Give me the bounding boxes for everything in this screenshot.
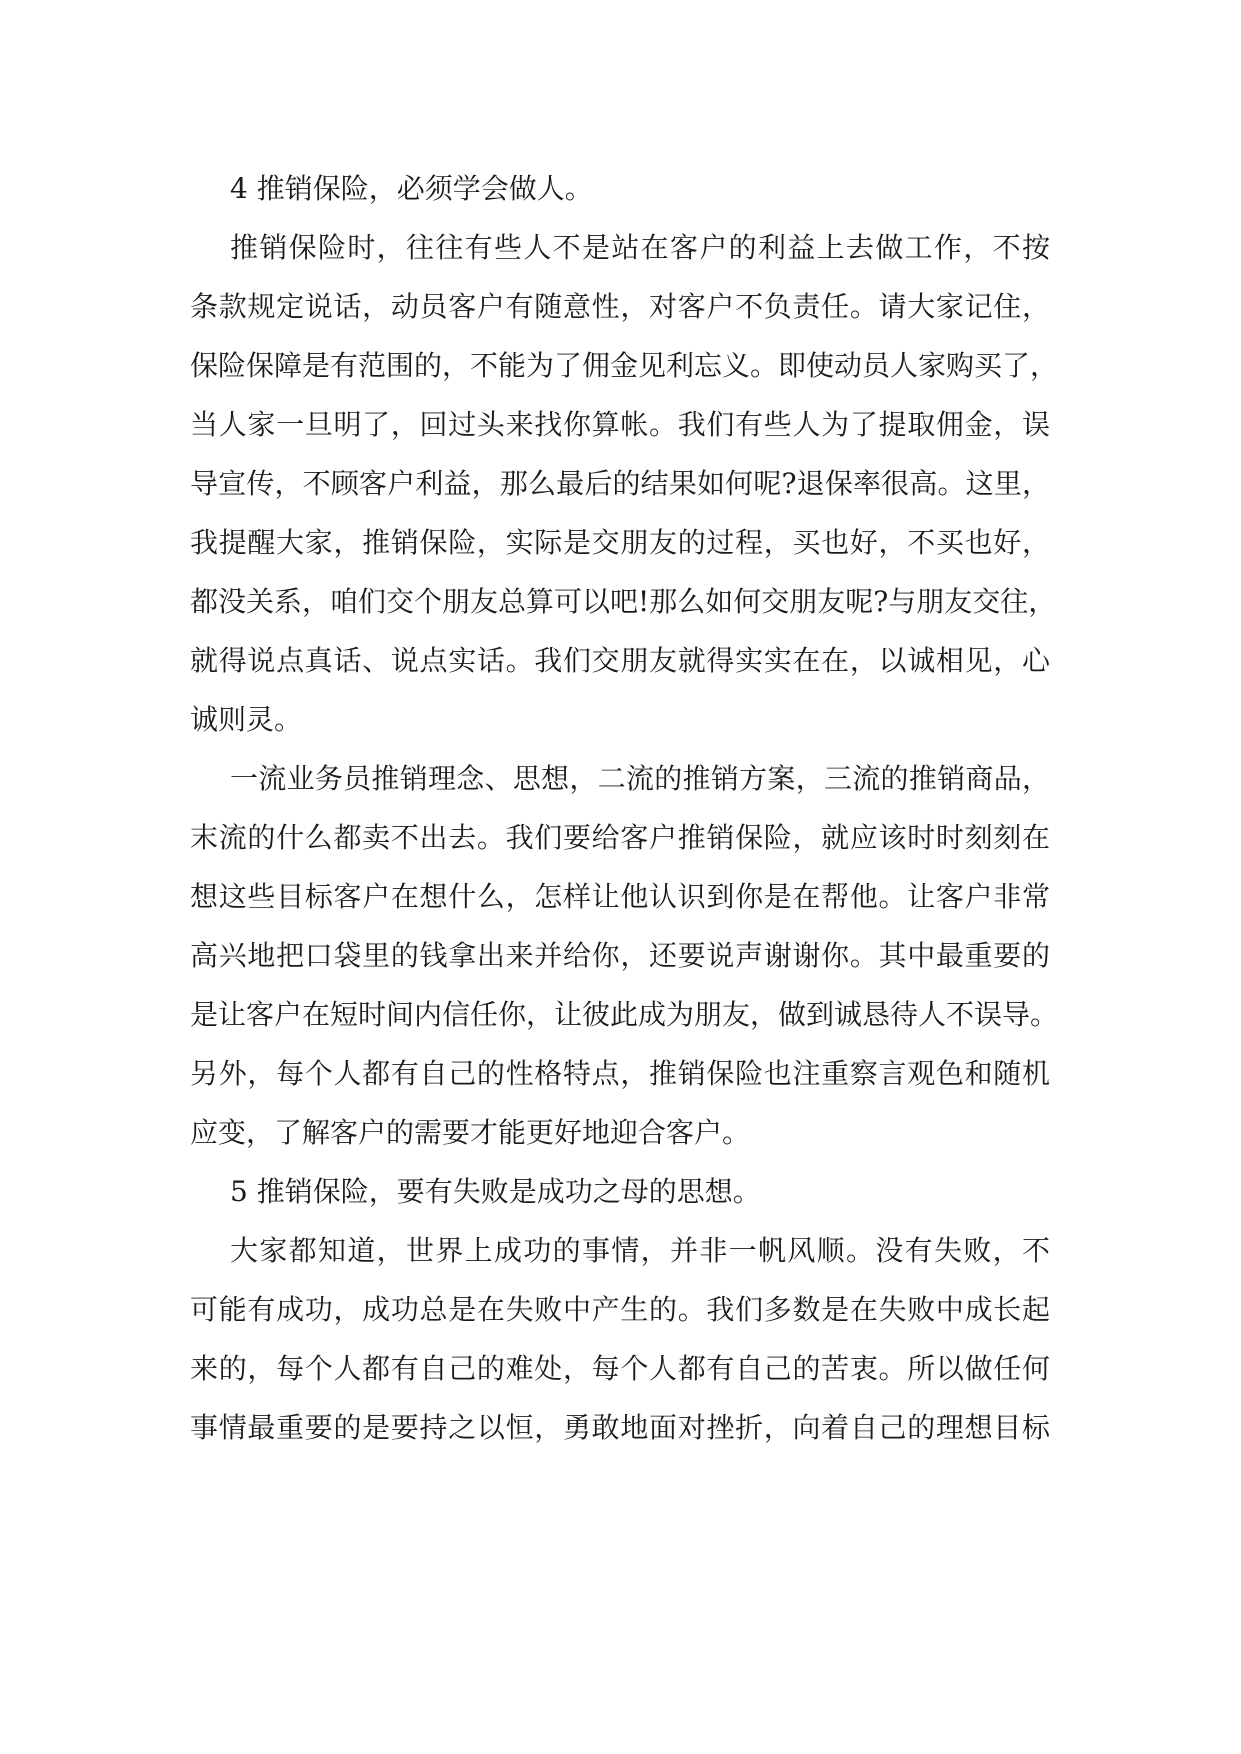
paragraph-line: 高兴地把口袋里的钱拿出来并给你，还要说声谢谢你。其中最重要的 <box>190 939 1050 972</box>
paragraph-line: 诚则灵。 <box>190 703 303 736</box>
paragraph-line: 末流的什么都卖不出去。我们要给客户推销保险，就应该时时刻刻在 <box>190 821 1050 854</box>
paragraph-line: 就得说点真话、说点实话。我们交朋友就得实实在在，以诚相见，心 <box>190 644 1050 677</box>
paragraph-line: 可能有成功，成功总是在失败中产生的。我们多数是在失败中成长起 <box>190 1293 1050 1326</box>
paragraph-line: 事情最重要的是要持之以恒，勇敢地面对挫折，向着自己的理想目标 <box>190 1411 1050 1444</box>
paragraph-line: 推销保险时，往往有些人不是站在客户的利益上去做工作，不按 <box>230 231 1050 264</box>
paragraph-line: 导宣传，不顾客户利益，那么最后的结果如何呢?退保率很高。这里， <box>190 467 1050 500</box>
paragraph-line: 当人家一旦明了，回过头来找你算帐。我们有些人为了提取佣金，误 <box>190 408 1050 441</box>
document-body <box>190 159 1059 1457</box>
section-heading-4: 4 推销保险，必须学会做人。 <box>230 172 593 205</box>
paragraph-line: 想这些目标客户在想什么，怎样让他认识到你是在帮他。让客户非常 <box>190 880 1050 913</box>
paragraph-line: 条款规定说话，动员客户有随意性，对客户不负责任。请大家记住， <box>190 290 1050 323</box>
paragraph-line: 都没关系，咱们交个朋友总算可以吧!那么如何交朋友呢?与朋友交往， <box>190 585 1057 618</box>
section-heading-5: 5 推销保险，要有失败是成功之母的思想。 <box>230 1175 761 1208</box>
paragraph-line: 应变，了解客户的需要才能更好地迎合客户。 <box>190 1116 751 1149</box>
paragraph-line: 大家都知道，世界上成功的事情，并非一帆风顺。没有失败，不 <box>230 1234 1050 1267</box>
paragraph-line: 另外，每个人都有自己的性格特点，推销保险也注重察言观色和随机 <box>190 1057 1050 1090</box>
paragraph-line: 是让客户在短时间内信任你，让彼此成为朋友，做到诚恳待人不误导。 <box>190 998 1059 1031</box>
paragraph-line: 我提醒大家，推销保险，实际是交朋友的过程，买也好，不买也好， <box>190 526 1050 559</box>
paragraph-line: 保险保障是有范围的，不能为了佣金见利忘义。即使动员人家购买了， <box>190 349 1059 382</box>
paragraph-line: 来的，每个人都有自己的难处，每个人都有自己的苦衷。所以做任何 <box>190 1352 1050 1385</box>
paragraph-line: 一流业务员推销理念、思想，二流的推销方案，三流的推销商品， <box>230 762 1050 795</box>
